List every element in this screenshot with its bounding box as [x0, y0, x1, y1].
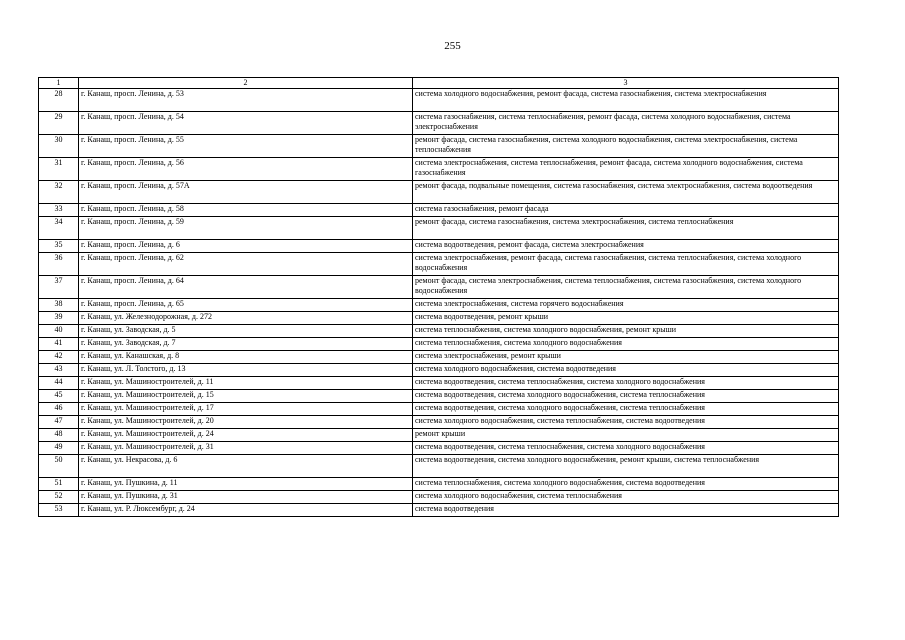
row-address: г. Канаш, просп. Ленина, д. 62 [79, 253, 413, 276]
row-number: 33 [39, 204, 79, 217]
row-address: г. Канаш, просп. Ленина, д. 55 [79, 135, 413, 158]
row-works: система теплоснабжения, система холодного водоснабжения, система водоотведения [413, 478, 839, 491]
registry-table [38, 77, 839, 517]
table-header [39, 78, 839, 89]
row-works: система электроснабжения, система теплоснабжения, ремонт фасада, система холодного водоснабжения, система газоснабжения [413, 158, 839, 181]
row-works: система теплоснабжения, система холодного водоснабжения [413, 338, 839, 351]
row-address: г. Канаш, ул. Машиностроителей, д. 20 [79, 416, 413, 429]
table-row [39, 299, 839, 312]
row-works: система водоотведения, ремонт фасада, система электроснабжения [413, 240, 839, 253]
row-number: 38 [39, 299, 79, 312]
row-works: ремонт фасада, система электроснабжения, система теплоснабжения, система газоснабжения, система холодного водоснабжения [413, 276, 839, 299]
table-row [39, 312, 839, 325]
table-row [39, 240, 839, 253]
row-address: г. Канаш, просп. Ленина, д. 59 [79, 217, 413, 240]
row-number: 31 [39, 158, 79, 181]
row-number: 32 [39, 181, 79, 204]
table-row [39, 253, 839, 276]
row-address: г. Канаш, ул. Железнодорожная, д. 272 [79, 312, 413, 325]
row-number: 36 [39, 253, 79, 276]
table-row [39, 217, 839, 240]
row-works: ремонт фасада, система газоснабжения, система электроснабжения, система теплоснабжения [413, 217, 839, 240]
row-number: 45 [39, 390, 79, 403]
row-works: система электроснабжения, система горячего водоснабжения [413, 299, 839, 312]
table-row [39, 135, 839, 158]
row-number: 41 [39, 338, 79, 351]
table-row [39, 351, 839, 364]
row-works: система электроснабжения, ремонт крыши [413, 351, 839, 364]
row-address: г. Канаш, ул. Машиностроителей, д. 15 [79, 390, 413, 403]
row-address: г. Канаш, просп. Ленина, д. 65 [79, 299, 413, 312]
row-works: система электроснабжения, ремонт фасада, система газоснабжения, система теплоснабжения, система холодного водоснабжения [413, 253, 839, 276]
row-works: система теплоснабжения, система холодного водоснабжения, ремонт крыши [413, 325, 839, 338]
table-row [39, 325, 839, 338]
table-row [39, 478, 839, 491]
table-row [39, 442, 839, 455]
row-address: г. Канаш, ул. Машиностроителей, д. 11 [79, 377, 413, 390]
table-row [39, 377, 839, 390]
row-works: система холодного водоснабжения, система теплоснабжения, система водоотведения [413, 416, 839, 429]
table-row [39, 455, 839, 478]
row-works: система водоотведения, система холодного водоснабжения, ремонт крыши, система теплоснабжения [413, 455, 839, 478]
row-address: г. Канаш, ул. Заводская, д. 5 [79, 325, 413, 338]
row-address: г. Канаш, ул. Машиностроителей, д. 17 [79, 403, 413, 416]
row-works: система водоотведения, ремонт крыши [413, 312, 839, 325]
row-number: 44 [39, 377, 79, 390]
row-address: г. Канаш, просп. Ленина, д. 58 [79, 204, 413, 217]
row-works: ремонт фасада, система газоснабжения, система холодного водоснабжения, система электроснабжения, система теплоснабжения [413, 135, 839, 158]
row-number: 50 [39, 455, 79, 478]
row-number: 30 [39, 135, 79, 158]
table-row [39, 390, 839, 403]
row-number: 51 [39, 478, 79, 491]
row-number: 34 [39, 217, 79, 240]
table-row [39, 416, 839, 429]
row-number: 39 [39, 312, 79, 325]
row-number: 37 [39, 276, 79, 299]
row-address: г. Канаш, просп. Ленина, д. 53 [79, 89, 413, 112]
row-address: г. Канаш, ул. Машиностроителей, д. 31 [79, 442, 413, 455]
row-works: система газоснабжения, система теплоснабжения, ремонт фасада, система холодного водоснабжения, система электроснабжения [413, 112, 839, 135]
table-row [39, 112, 839, 135]
row-number: 42 [39, 351, 79, 364]
header-col-2: 2 [79, 78, 413, 89]
row-number: 29 [39, 112, 79, 135]
row-number: 43 [39, 364, 79, 377]
table-row [39, 158, 839, 181]
row-address: г. Канаш, просп. Ленина, д. 57А [79, 181, 413, 204]
row-address: г. Канаш, просп. Ленина, д. 54 [79, 112, 413, 135]
row-works: ремонт фасада, подвальные помещения, система газоснабжения, система электроснабжения, система водоотведения [413, 181, 839, 204]
row-address: г. Канаш, ул. Заводская, д. 7 [79, 338, 413, 351]
row-works: система водоотведения, система теплоснабжения, система холодного водоснабжения [413, 442, 839, 455]
row-works: система водоотведения, система холодного водоснабжения, система теплоснабжения [413, 390, 839, 403]
table-row [39, 338, 839, 351]
header-row [39, 78, 839, 89]
row-works: система газоснабжения, ремонт фасада [413, 204, 839, 217]
row-works: система водоотведения [413, 504, 839, 517]
row-number: 47 [39, 416, 79, 429]
table-row [39, 276, 839, 299]
row-number: 46 [39, 403, 79, 416]
row-number: 40 [39, 325, 79, 338]
row-works: система холодного водоснабжения, ремонт фасада, система газоснабжения, система электроснабжения [413, 89, 839, 112]
row-address: г. Канаш, просп. Ленина, д. 56 [79, 158, 413, 181]
row-works: ремонт крыши [413, 429, 839, 442]
row-address: г. Канаш, ул. Машиностроителей, д. 24 [79, 429, 413, 442]
table-row [39, 364, 839, 377]
row-address: г. Канаш, просп. Ленина, д. 64 [79, 276, 413, 299]
table-body [39, 89, 839, 517]
table-row [39, 204, 839, 217]
row-address: г. Канаш, ул. Р. Люксембург, д. 24 [79, 504, 413, 517]
table-row [39, 89, 839, 112]
row-number: 53 [39, 504, 79, 517]
row-number: 48 [39, 429, 79, 442]
row-address: г. Канаш, ул. Пушкина, д. 31 [79, 491, 413, 504]
page-number: 255 [444, 40, 461, 52]
row-works: система водоотведения, система теплоснабжения, система холодного водоснабжения [413, 377, 839, 390]
header-col-1: 1 [39, 78, 79, 89]
header-col-3: 3 [413, 78, 839, 89]
row-address: г. Канаш, просп. Ленина, д. 6 [79, 240, 413, 253]
table-row [39, 429, 839, 442]
table-row [39, 491, 839, 504]
row-address: г. Канаш, ул. Некрасова, д. 6 [79, 455, 413, 478]
row-number: 28 [39, 89, 79, 112]
row-address: г. Канаш, ул. Пушкина, д. 11 [79, 478, 413, 491]
table-row [39, 181, 839, 204]
row-number: 49 [39, 442, 79, 455]
row-address: г. Канаш, ул. Канашская, д. 8 [79, 351, 413, 364]
row-works: система водоотведения, система холодного водоснабжения, система теплоснабжения [413, 403, 839, 416]
row-number: 52 [39, 491, 79, 504]
table-row [39, 403, 839, 416]
row-address: г. Канаш, ул. Л. Толстого, д. 13 [79, 364, 413, 377]
row-number: 35 [39, 240, 79, 253]
row-works: система холодного водоснабжения, система теплоснабжения [413, 491, 839, 504]
table-row [39, 504, 839, 517]
row-works: система холодного водоснабжения, система водоотведения [413, 364, 839, 377]
